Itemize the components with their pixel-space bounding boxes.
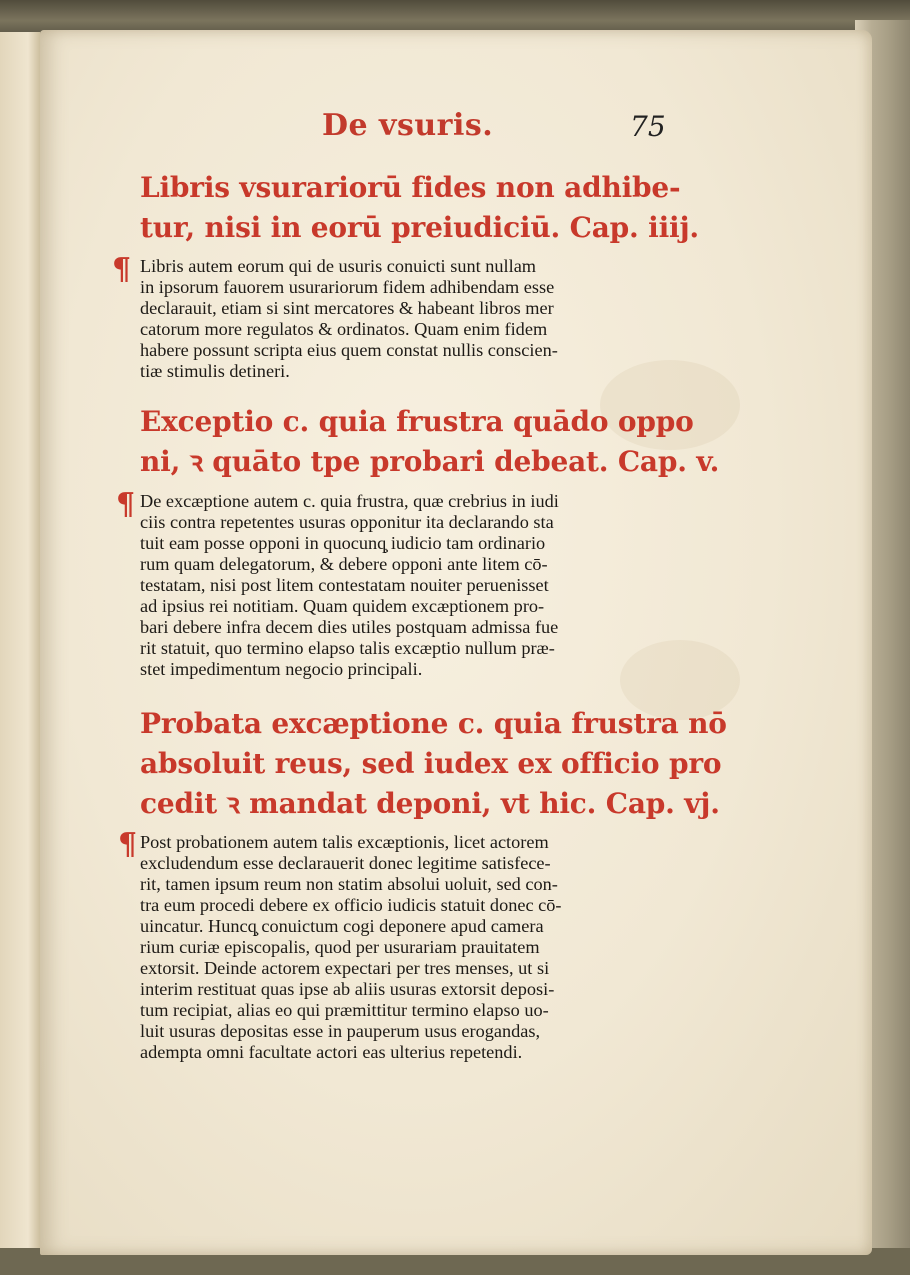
- text-line: declarauit, etiam si sint mercatores & habeant libros mer: [140, 298, 554, 318]
- pilcrow-icon: ¶: [112, 252, 132, 287]
- text-line: stet impedimentum negocio principali.: [140, 659, 423, 679]
- text-line: tra eum procedi debere ex officio iudicis statuit donec cō-: [140, 895, 562, 915]
- text-line: rum quam delegatorum, & debere opponi ante litem cō-: [140, 554, 548, 574]
- folio-number: 75: [630, 110, 666, 143]
- rubric-line: tur, nisi in eorū preiudiciū. Cap. iiij.: [140, 211, 699, 244]
- chapter-text: [140, 256, 680, 382]
- text-line: catorum more regulatos & ordinatos. Quam enim fidem: [140, 319, 548, 339]
- text-line: tum recipiat, alias eo qui præmittitur termino elapso uo-: [140, 1000, 549, 1020]
- text-line: excludendum esse declarauerit donec legitime satisfece-: [140, 853, 551, 873]
- text-line: De excæptione autem c. quia frustra, quæ crebrius in iudi: [140, 491, 559, 511]
- text-line: Libris autem eorum qui de usuris conuicti sunt nullam: [140, 256, 537, 276]
- pilcrow-icon: ¶: [118, 827, 138, 862]
- text-line: rit statuit, quo termino elapso talis excæptio nullum præ-: [140, 638, 555, 658]
- text-line: rium curiæ episcopalis, quod per usurariam prauitatem: [140, 937, 540, 957]
- binding-top-edge: [0, 0, 910, 34]
- pilcrow-icon: ¶: [116, 487, 136, 522]
- rubric-line: Libris vsurariorū fides non adhibe-: [140, 171, 681, 204]
- chapter-rubric: [140, 402, 720, 482]
- text-line: tuit eam posse opponi in quocunq̧ iudicio tam ordinario: [140, 533, 546, 553]
- text-line: ad ipsius rei notitiam. Quam quidem excæptionem pro-: [140, 596, 545, 616]
- text-line: extorsit. Deinde actorem expectari per tres menses, ut si: [140, 958, 550, 978]
- chapter-rubric: [140, 704, 727, 824]
- chapter-text: [140, 832, 680, 1063]
- chapter-rubric: [140, 168, 700, 248]
- text-line: tiæ stimulis detineri.: [140, 361, 290, 381]
- running-head: De vsuris.: [322, 108, 494, 143]
- text-line: bari debere infra decem dies utiles postquam admissa fue: [140, 617, 559, 637]
- text-line: habere possunt scripta eius quem constat nullis conscien-: [140, 340, 558, 360]
- text-line: Post probationem autem talis excæptionis, licet actorem: [140, 832, 549, 852]
- rubric-line: Exceptio c. quia frustra quādo oppo: [140, 405, 694, 438]
- rubric-line: Probata excæptione c. quia frustra nō: [140, 707, 727, 740]
- text-line: rit, tamen ipsum reum non statim absolui uoluit, sed con-: [140, 874, 558, 894]
- text-line: uincatur. Huncq̧ conuictum cogi deponere apud camera: [140, 916, 544, 936]
- text-line: interim restituat quas ipse ab aliis usuras extorsit deposi-: [140, 979, 555, 999]
- chapter-text: [140, 491, 680, 680]
- text-line: in ipsorum fauorem usurariorum fidem adhibendam esse: [140, 277, 555, 297]
- text-line: ciis contra repetentes usuras opponitur ita declarando sta: [140, 512, 554, 532]
- text-line: luit usuras depositas esse in pauperum usus erogandas,: [140, 1021, 541, 1041]
- rubric-line: absoluit reus, sed iudex ex officio pro: [140, 747, 722, 780]
- rubric-line: ni, ꝛ quāto tpe probari debeat. Cap. v.: [140, 445, 720, 478]
- text-line: testatam, nisi post litem contestatam nouiter peruenisset: [140, 575, 549, 595]
- facing-page-edge: [0, 32, 42, 1252]
- text-line: adempta omni facultate actori eas ulterius repetendi.: [140, 1042, 523, 1062]
- rubric-line: cedit ꝛ mandat deponi, vt hic. Cap. vj.: [140, 787, 720, 820]
